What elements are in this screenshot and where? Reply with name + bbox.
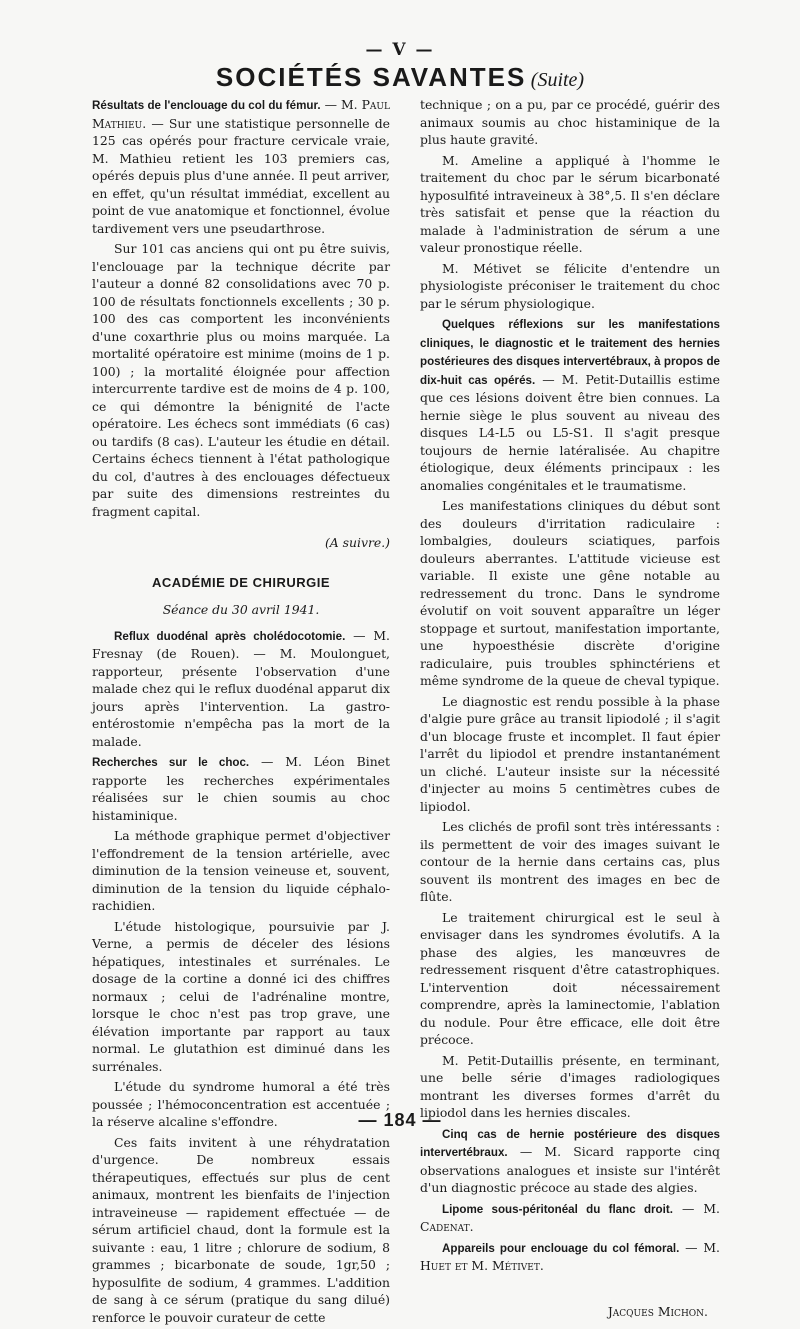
article-reflux xyxy=(92,627,390,751)
title-main: SOCIÉTÉS SAVANTES xyxy=(215,62,527,92)
article-heading: Appareils pour enclouage du col fémoral. xyxy=(442,1241,680,1255)
paragraph: M. Petit-Dutaillis présente, en terminant, une belle série d'images radiologiques montrant les diverses formes d'arrêt du lipiodol dans les hernies discales. xyxy=(420,1052,720,1120)
article-appareils xyxy=(420,1239,720,1275)
left-column xyxy=(92,96,390,1329)
article-heading: Lipome sous-péritonéal du flanc droit. xyxy=(442,1202,673,1216)
article-heading: Quelques réflexions sur les manifestations cliniques, le diagnostic et le traitement des hernies postérieures des disques intervertébraux, à propos de dix-huit cas opérés. xyxy=(420,318,720,387)
paragraph: L'étude histologique, poursuivie par J. Verne, a permis de déceler des lésions hépatiques, intestinales et surrénales. Le dosage de la cortine a donné ici des chiffres normaux ; celui de l'adrénaline montre, lorsque le choc n'est pas trop grave, une élévation importante par rapport au taux normal. Le glutathion est diminué dans les surrénales. xyxy=(92,918,390,1074)
article-body: — Sur une statistique personnelle de 125 cas opérés pour fracture cervicale vraie, M. Mathieu retient les 103 premiers cas, opérés depuis plus d'une année. Il peut arriver, en effet, qu'un résultat immédiat, excellent au point de vue anatomique et fonctionnel, évolue tardivement vers une pseudarthrose. xyxy=(92,115,390,236)
article-heading: Résultats de l'enclouage du col du fémur. xyxy=(92,99,321,112)
article-lipome xyxy=(420,1200,720,1236)
seance-date: Séance du 30 avril 1941. xyxy=(162,602,320,617)
paragraph: Le diagnostic est rendu possible à la phase d'algie pure grâce au transit lipiodolé ; il s'agit d'un blocage fruste et incomplet. Il faut épier l'arrêt du lipiodol et prendre instantanément un cliché. L'auteur insiste sur la nécessité d'injecter au moins 5 centimètres cubes de lipiodol. xyxy=(420,693,720,814)
article-body: — M. Huet et M. Métivet. xyxy=(420,1239,720,1273)
signature: Jacques Michon. xyxy=(607,1303,708,1319)
page-roman-number: — V — xyxy=(365,40,435,60)
paragraph: Ces faits invitent à une réhydratation d'urgence. De nombreux essais thérapeutiques, effectués sur plus de cent animaux, montrent les bienfaits de l'injection intraveineuse — rapidement effectuée — de sérum artificiel chaud, dont la formule est la suivante : eau, 1 litre ; chlorure de sodium, 8 grammes ; bicarbonate de soude, 1gr,50 ; hyposulfite de sodium, 4 grammes. L'addition de sang à ce sérum (pratique du sang dilué) renforce le pouvoir curateur de cette xyxy=(92,1134,390,1325)
title-suite: (Suite) xyxy=(530,69,585,91)
article-choc xyxy=(92,753,390,824)
paragraph: Sur 101 cas anciens qui ont pu être suivis, l'enclouage par la technique décrite par l'auteur a donné 82 consolidations avec 70 p. 100 de résultats fonctionnels excellents ; 30 p. 100 des cas comportent les inconvénients d'une coxarthrie plus ou moins marquée. La mortalité opératoire est minime (moins de 1 p. 100) ; la mortalité éloignée pour affection intercurrente tardive est de moins de 4 p. 100, ce qui démontre la bénignité de l'acte opératoire. Les échecs sont immédiats (6 cas) ou tardifs (8 cas). L'auteur les étudie en détail. Certains échecs tiennent à l'état pathologique du col, d'autres à des enclouages défectueux par suite des dimensions restreintes du fragment capital. xyxy=(92,241,390,519)
right-column xyxy=(420,96,720,1320)
article-body: — M. Cadenat. xyxy=(420,1200,720,1234)
page-number: — 184 — xyxy=(358,1110,442,1130)
article-heading: Reflux duodénal après cholédocotomie. xyxy=(114,629,346,643)
paragraph: Les clichés de profil sont très intéressants : ils permettent de voir des images suivant le contour de la hernie dans certains cas, plus souvent ils montrent des images en bec de flûte. xyxy=(420,819,720,904)
paragraph: Les manifestations cliniques du début sont des douleurs d'irritation radiculaire : lombalgies, douleurs sciatiques, parfois douleurs aberrantes. L'attitude vicieuse est variable. Il existe une gêne notable au redressement du tronc. Dans le syndrome évolutif on voit souvent apparaître un léger stoppage et surtout, manifestation importante, une hypoesthésie discrète d'origine radiculaire, puis troubles sphinctériens et même syndrome de la queue de cheval typique. xyxy=(420,498,720,688)
article-body: — M. Fresnay (de Rouen). — M. Moulonguet, rapporteur, présente l'observation d'une malade chez qui le reflux duodénal apparut dix jours après l'intervention. La gastro-entérostomie n'empêcha pas la mort de la malade. xyxy=(92,627,390,749)
paragraph: M. Ameline a appliqué à l'homme le traitement du choc par le sérum bicarbonaté hyposulfité intraveineux à 38°,5. Il s'en déclare très satisfait et pense que la réaction du malade à l'administration de sérum a une valeur pronostique réelle. xyxy=(420,152,720,255)
paragraph: La méthode graphique permet d'objectiver l'effondrement de la tension artérielle, avec diminution de la tension veineuse et, souvent, diminution de la tension du liquide céphalo-rachidien. xyxy=(92,828,390,913)
paragraph: Le traitement chirurgical est le seul à envisager dans les syndromes évolutifs. A la phase des algies, les manœuvres de redressement risquent d'être catastrophiques. L'intervention doit nécessairement comprendre, après la laminectomie, l'ablation du nodule. Pour être efficace, elle doit être précoce. xyxy=(420,909,720,1047)
paragraph: M. Métivet se félicite d'entendre un physiologiste préconiser le traitement du choc par le sérum physiologique. xyxy=(420,260,720,311)
academie-heading: ACADÉMIE DE CHIRURGIE xyxy=(151,574,331,590)
article-cinq-cas xyxy=(420,1125,720,1197)
article-hernies xyxy=(420,315,720,494)
article-body: — M. Léon Binet rapporte les recherches expérimentales réalisées sur le chien soumis au choc histaminique. xyxy=(92,754,390,823)
article-heading: Recherches sur le choc. xyxy=(92,756,250,769)
section-title xyxy=(0,62,800,93)
article-body: — M. Petit-Dutaillis estime que ces lésions doivent être bien connues. La hernie siège le plus souvent au niveau des disques L4-L5 ou L5-S1. Il s'agit presque toujours de hernie latéralisée. Au chapitre étiologique, deux éléments principaux : les anomalies congénitales et le traumatisme. xyxy=(420,371,720,493)
article-femur xyxy=(92,96,390,237)
article-heading: Cinq cas de hernie postérieure des disques intervertébraux. xyxy=(420,1127,720,1159)
article-author: — M. Paul Mathieu. xyxy=(92,97,390,131)
paragraph: L'étude du syndrome humoral a été très poussée ; l'hémoconcentration est accentuée ; la réserve alcaline s'effondre. xyxy=(92,1079,390,1129)
paragraph: technique ; on a pu, par ce procédé, guérir des animaux soumis au choc histaminique de la plus haute gravité. xyxy=(420,97,720,147)
article-body: — M. Sicard rapporte cinq observations analogues et insiste sur l'intérêt d'un diagnostic précoce au stade des algies. xyxy=(420,1144,720,1195)
a-suivre: (A suivre.) xyxy=(324,535,390,550)
